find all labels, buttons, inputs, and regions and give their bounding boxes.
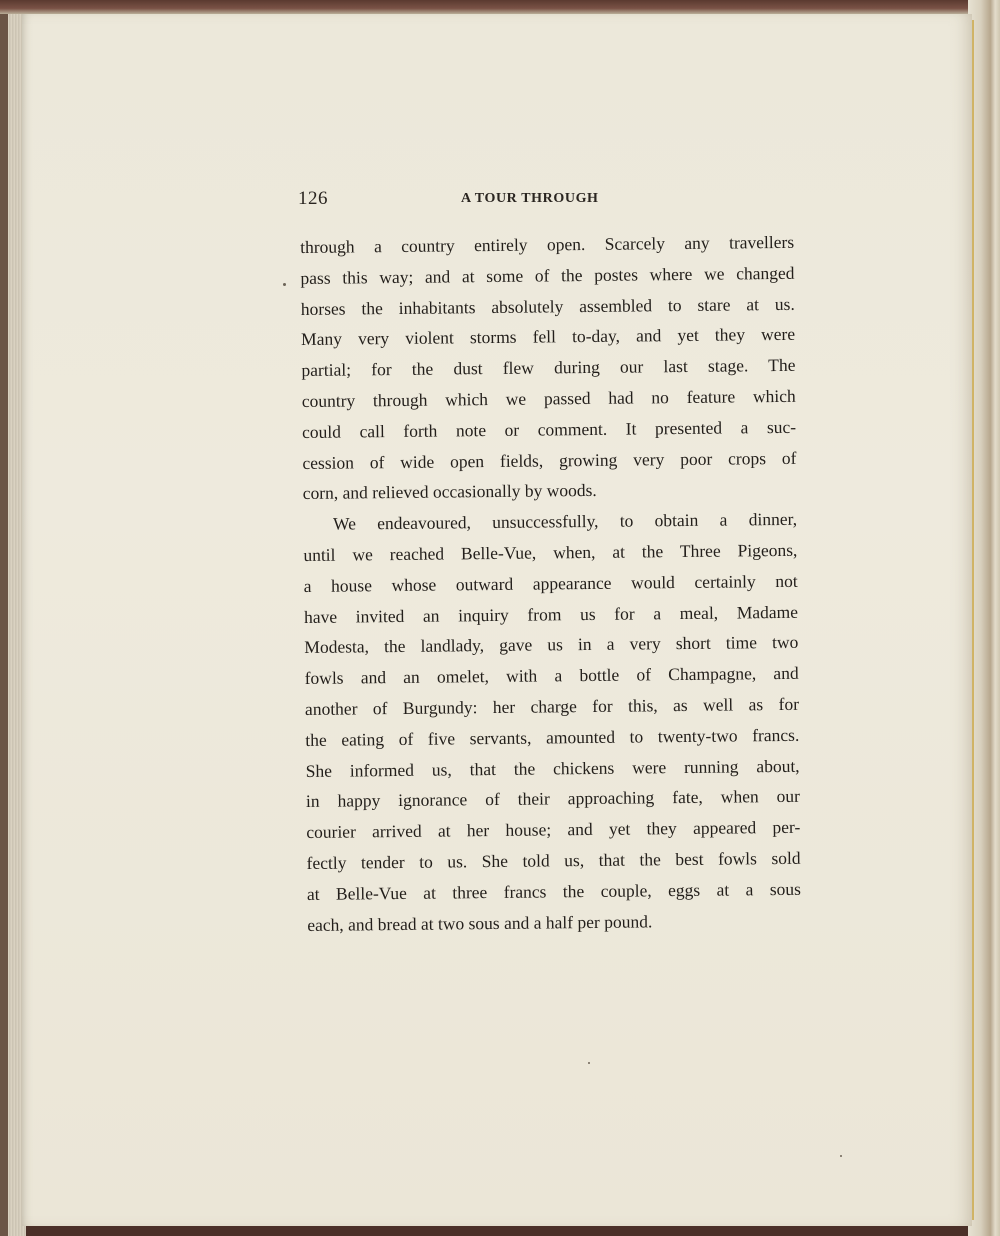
top-binding: [0, 0, 1000, 14]
text-line: fowls and an omelet, with a bottle of Champagne, and: [304, 662, 799, 689]
body-text: [300, 227, 801, 940]
text-line: We endeavoured, unsuccessfully, to obtain a dinner,: [332, 508, 798, 534]
text-line: Many very violent storms fell to-day, and yet they were: [301, 324, 796, 350]
text-line: each, and bread at two sous and a half per pound.: [307, 910, 653, 935]
gutter-line: [972, 20, 974, 1220]
running-head: [298, 188, 628, 212]
text-line: the eating of five servants, amounted to twenty-two francs.: [305, 724, 800, 750]
text-line: She informed us, that the chickens were running about,: [305, 755, 800, 781]
text-line: another of Burgundy: her charge for this, as well as for: [304, 693, 800, 719]
paper-speck: [283, 283, 286, 286]
text-line: in happy ignorance of their approaching fate, when our: [305, 786, 801, 812]
text-line: horses the inhabitants absolutely assembled to stare at us.: [300, 293, 795, 319]
binding-edge: [0, 0, 8, 1236]
text-line: partial; for the dust flew during our last stage. The: [301, 355, 796, 381]
text-line: a house whose outward appearance would certainly not: [303, 570, 798, 596]
text-line: courier arrived at her house; and yet they appeared per-: [306, 816, 801, 843]
text-line: until we reached Belle-Vue, when, at the Three Pigeons,: [303, 539, 798, 565]
text-line: corn, and relieved occasionally by woods.: [302, 480, 597, 504]
page-number: 126: [298, 188, 328, 209]
paper-speck: [588, 1062, 590, 1064]
text-line: Modesta, the landlady, gave us in a very short time two: [304, 632, 799, 658]
text-line: through a country entirely open. Scarcely any travellers: [300, 231, 795, 257]
text-line: pass this way; and at some of the postes where we changed: [300, 262, 795, 288]
text-line: at Belle-Vue at three francs the couple, eggs at a sous: [306, 878, 802, 904]
paper-speck: [840, 1155, 842, 1157]
text-line: country through which we passed had no feature which: [301, 385, 796, 411]
text-line: could call forth note or comment. It presented a suc-: [301, 416, 797, 442]
text-line: fectly tender to us. She told us, that the best fowls sold: [306, 847, 801, 873]
text-line: cession of wide open fields, growing very poor crops of: [302, 447, 797, 473]
text-line: have invited an inquiry from us for a meal, Madame: [303, 601, 799, 627]
running-title: A TOUR THROUGH: [461, 191, 599, 206]
